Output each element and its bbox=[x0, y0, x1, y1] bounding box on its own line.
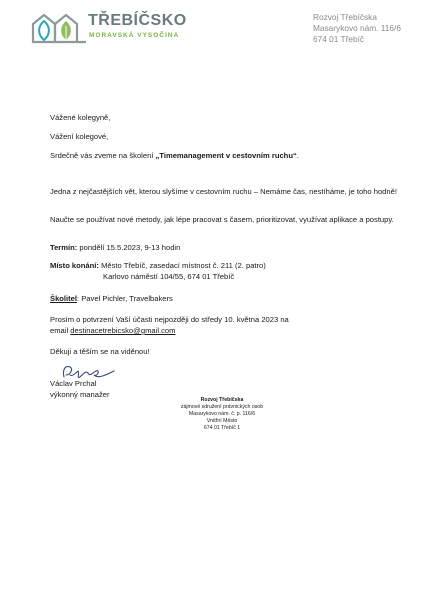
invitation-line bbox=[50, 150, 299, 161]
venue-line-1: Město Třebíč, zasedací místnost č. 211 (2. patro) bbox=[101, 261, 266, 270]
rsvp-email-prefix: email bbox=[50, 326, 71, 335]
rsvp-email-link[interactable]: destinacetrebicsko@gmail.com bbox=[70, 326, 176, 335]
stamp-line: Masarykovo nám. č. p. 116/6 bbox=[188, 411, 256, 417]
invitation-end: . bbox=[296, 151, 299, 160]
logo-name: TŘEBÍČSKO bbox=[88, 12, 187, 29]
training-title: „Timemanagement v cestovním ruchu“ bbox=[155, 151, 297, 160]
term-value: pondělí 15.5.2023, 9-13 hodin bbox=[79, 243, 181, 252]
closing-thanks: Děkuji a těším se na viděnou! bbox=[50, 347, 150, 356]
venue-row bbox=[50, 260, 266, 271]
greeting-male: Vážení kolegové, bbox=[50, 132, 109, 141]
invitation-text: Srdečně vás zveme na školení bbox=[50, 151, 156, 160]
sender-address bbox=[313, 12, 401, 45]
stamp-line: Vnitřní Město bbox=[206, 418, 238, 424]
sender-line: Rozvoj Třebíčska bbox=[313, 12, 377, 22]
trainer-row bbox=[50, 293, 173, 304]
term-row bbox=[50, 242, 180, 253]
stamp-line: Rozvoj Třebíčska bbox=[200, 397, 244, 403]
signer-name: Václav Prchal bbox=[50, 379, 97, 388]
organization-stamp bbox=[150, 397, 294, 432]
venue-line-2: Karlovo náměstí 104/55, 674 01 Třebíč bbox=[103, 272, 235, 281]
trebicsko-logo bbox=[30, 9, 187, 45]
stamp-line: zájmové sdružení právnických osob bbox=[180, 404, 264, 410]
signer-role: výkonný manažer bbox=[50, 390, 110, 399]
paragraph-intro: Jedna z nejčastějších vět, kterou slyšíme v cestovním ruchu – Nemáme čas, nestíháme, je toho hodně! bbox=[50, 187, 397, 196]
rsvp-line-1: Prosím o potvrzení Vaší účasti nejpozději do středy 10. května 2023 na bbox=[50, 315, 289, 324]
greeting-female: Vážené kolegyně, bbox=[50, 113, 111, 122]
term-label: Termín: bbox=[50, 243, 78, 252]
trainer-value: : Pavel Pichler, Travelbakers bbox=[77, 294, 173, 303]
stamp-line: 674 01 Třebíč 1 bbox=[203, 425, 241, 431]
sender-line: Masarykovo nám. 116/6 bbox=[313, 23, 401, 33]
logo-subtitle: MORAVSKÁ VYSOČINA bbox=[89, 32, 180, 39]
sender-line: 674 01 Třebíč bbox=[313, 34, 365, 44]
venue-label: Místo konání: bbox=[50, 261, 99, 270]
rsvp-line-2 bbox=[50, 325, 175, 336]
logo-icon bbox=[30, 10, 88, 44]
trainer-label: Školitel bbox=[50, 294, 78, 303]
paragraph-methods: Naučte se používat nové metody, jak lépe pracovat s časem, prioritizovat, využívat aplikace a postupy. bbox=[50, 215, 394, 224]
